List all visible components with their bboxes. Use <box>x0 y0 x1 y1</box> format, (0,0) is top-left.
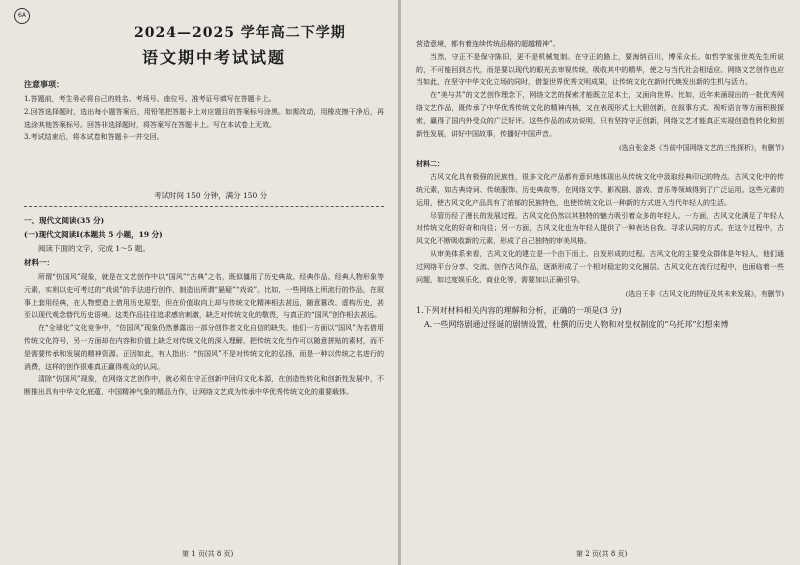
note-item: 2.回答选择题时，选出每小题答案后，用铅笔把答题卡上对应题目的答案标号涂黑。如需改动，用橡皮擦干净后，再选涂其他答案标号。回答非选择题时，将答案写在答题卡上。写在本试卷上无效。 <box>24 107 384 129</box>
time-info: 考试时间 150 分钟，满分 150 分 <box>154 191 268 200</box>
paragraph: 在“美与共”的文艺创作理念下，网络文艺的探索才能既立足本土，又面向世界。比如，近年来涌现出的一批优秀网络文艺作品，既传承了中华优秀传统文化的精神内核，又在表现形式上大胆创新，在叙事方式、视听语言等方面积极探索，赢得了国内外受众的广泛好评。这些作品的成功说明，只有坚持守正创新，网络文艺才能真正实现创造性转化和创新性发展，讲好中国故事，传播好中国声音。 <box>416 91 784 138</box>
material-one-body <box>24 271 384 531</box>
question-option-a: A.一些网络剧通过怪诞的剧情设置，杜撰的历史人物和对皇权制度的“乌托邦”幻想来博 <box>424 320 729 330</box>
page-number: 第 2 页(共 8 页) <box>576 550 628 558</box>
page-number: 第 1 页(共 8 页) <box>182 550 234 558</box>
page-fold <box>398 0 401 565</box>
section-heading: 一、现代文阅读(35 分) <box>24 216 105 225</box>
paragraph: 当然，守正不是保守陈旧，更不是机械复制。在守正的路上，要海纳百川，博采众长。如哲学家张世英先生所说的，不可能回到古代，而是要以现代的眼光去审视传统，吸收其中的精华，使之与当代社会相适应。网络文艺创作也应当如此，在坚守中华文化立场的同时，借鉴世界优秀文明成果，让传统文化在新时代焕发出新的生机与活力。 <box>416 52 784 87</box>
paragraph: 尽管历经了漫长的发展过程，古风文化仍然以其独特的魅力吸引着众多的年轻人。一方面，古风文化满足了年轻人对传统文化的好奇和向往；另一方面，古风文化也为年轻人提供了一种表达自我、寻求认同的方式。在这个过程中，古风文化不断吸收新的元素，形成了自己独特的审美风格。 <box>416 211 784 246</box>
subsection-heading: (一)现代文阅读Ⅰ(本题共 5 小题，19 分) <box>24 230 163 239</box>
corner-badge: 6A <box>14 8 30 24</box>
notes-heading: 注意事项： <box>24 79 64 89</box>
paragraph: 营造意境，都有着连续传统品格的超越精神”。 <box>416 40 560 48</box>
material-one-continued <box>416 38 784 332</box>
exam-title: 语文期中考试试题 <box>142 48 287 67</box>
source-citation: (选自张金尧《当前中国网络文艺的三性探析》，有删节) <box>618 144 784 153</box>
divider <box>24 206 384 207</box>
paragraph: 所谓“仿国风”现象，就是在文艺创作中以“国风”“古典”之名，既似僵用了历史典故、经典作品、经典人物形象等元素，实则以史可考过的“戏说”的手法进行创作，制造出所谓“悬疑”“戏说”。比如，一些网络上所流行的作品，在叙事上套用经典，在人物塑造上借用历史原型，但在价值取向上却与传统文化精神相去甚远，随意篡改、虚构历史，甚至以现代观念替代历史语境。这类作品往往追求感官刺激，缺乏对传统文化的敬畏，与真正的“国风”创作相去甚远。 <box>24 273 384 320</box>
notes-list <box>24 93 384 144</box>
paragraph: 清除“仿国风”现象，在网络文艺创作中，就必须在守正创新中回归文化本源，在创造性转化和创新性发展中，不断推出具有中华文化底蕴、中国精神气象的精品力作，让网络文艺成为传承中华优秀传统文化的重要载体。 <box>24 375 384 397</box>
page-left <box>14 0 392 565</box>
material-label: 材料一： <box>24 258 54 267</box>
question-stem: 1.下列对材料相关内容的理解和分析，正确的一项是(3 分) <box>416 306 622 316</box>
page-right <box>408 0 790 565</box>
paragraph: 古风文化具有极强的民族性，很多文化产品都有意识地体现出从传统文化中汲取经典印记的特点。古风文化中的传统元素，如古典诗词、传统服饰、历史典故等，在网络文学、影视剧、游戏、音乐等领域得到了广泛运用。这些元素的运用，使古风文化产品具有了浓郁的民族特色，也使传统文化以一种新的方式进入当代年轻人的生活。 <box>416 173 784 207</box>
paragraph: 在“全球化”文化竞争中，“仿国风”现象仍然暴露出一部分创作者文化自信的缺失。他们一方面以“国风”为名借用传统文化符号，另一方面却在内容和价值上缺乏对传统文化的深入理解，把传统文化当作可以随意拼贴的素材，而不是需要传承和发展的精神资源。正因如此，有人指出：“仿国风”不是对传统文化的弘扬，而是一种以传统之名进行的消费，这样的创作很难真正赢得观众的认同。 <box>24 324 384 371</box>
source-citation: (选自王非《古风文化的特征及其未来发展》，有删节) <box>625 290 784 299</box>
paragraph: 从审美体系来看，古风文化的建立是一个由下而上、自发形成的过程。古风文化的主要受众群体是年轻人，他们通过网络平台分享、交流、创作古风作品，逐渐形成了一个相对稳定的文化圈层。古风文化在流行过程中，也面临着一些问题，如过度娱乐化、商业化等，需要加以正确引导。 <box>416 249 784 284</box>
reading-instruction: 阅读下面的文字，完成 1～5 题。 <box>38 244 150 253</box>
note-item: 1.答题前，考生务必将自己的姓名、考场号、座位号、准考证号填写在答题卡上。 <box>24 95 276 103</box>
exam-term: 2024—2025 学年高二下学期 <box>134 25 346 41</box>
material-label: 材料二： <box>416 159 444 169</box>
note-item: 3.考试结束后，将本试卷和答题卡一并交回。 <box>24 133 164 142</box>
